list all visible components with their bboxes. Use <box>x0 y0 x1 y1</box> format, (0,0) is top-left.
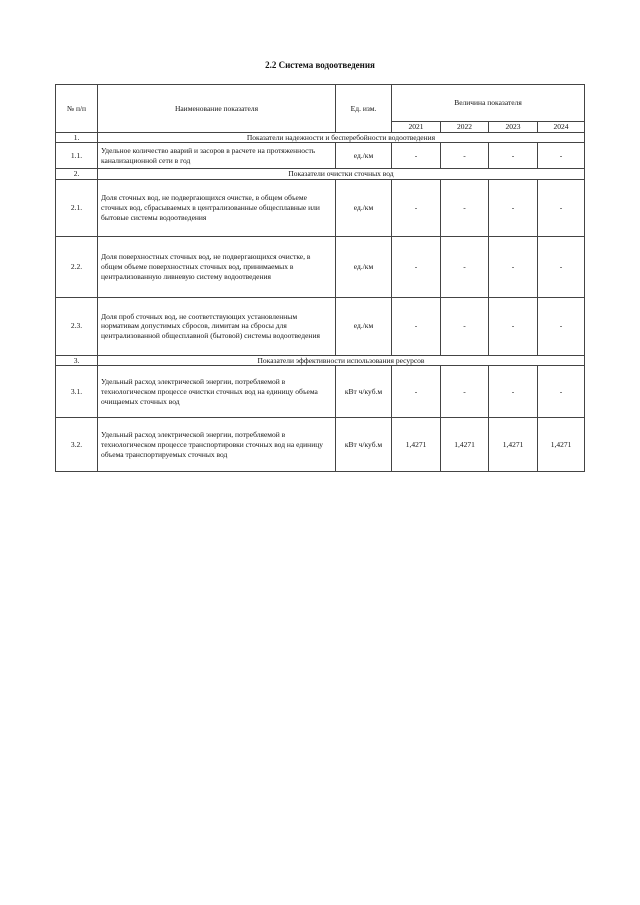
section-row <box>56 169 585 180</box>
row-name: Удельный расход электрической энергии, потребляемой в технологическом процессе транспортировки сточных вод на единицу объема транспортируемых сточных вод <box>98 418 336 472</box>
header-unit: Ед. изм. <box>336 85 392 133</box>
row-value-2022: - <box>441 236 489 297</box>
table-row <box>56 297 585 355</box>
table-row <box>56 179 585 236</box>
row-value-2021: - <box>392 366 441 418</box>
row-num: 2.2. <box>56 236 98 297</box>
header-row <box>56 85 585 122</box>
section-num: 2. <box>56 169 98 180</box>
section-num: 1. <box>56 132 98 143</box>
row-value-2024: - <box>538 179 585 236</box>
row-name: Доля проб сточных вод, не соответствующих установленным нормативам допустимых сбросов, лимитам на сбросы для централизованной общесплавной (бытовой) системы водоотведения <box>98 297 336 355</box>
section-num: 3. <box>56 355 98 366</box>
header-year-2021: 2021 <box>392 122 441 133</box>
row-value-2021: 1,4271 <box>392 418 441 472</box>
row-unit: ед./км <box>336 297 392 355</box>
row-value-2024: - <box>538 236 585 297</box>
row-name: Удельное количество аварий и засоров в расчете на протяженность канализационной сети в год <box>98 143 336 169</box>
header-year-2023: 2023 <box>489 122 538 133</box>
row-value-2024: 1,4271 <box>538 418 585 472</box>
row-value-2023: - <box>489 236 538 297</box>
table-row <box>56 236 585 297</box>
row-num: 1.1. <box>56 143 98 169</box>
row-unit: ед./км <box>336 236 392 297</box>
row-value-2022: - <box>441 179 489 236</box>
row-num: 2.1. <box>56 179 98 236</box>
row-unit: кВт ч/куб.м <box>336 366 392 418</box>
row-unit: кВт ч/куб.м <box>336 418 392 472</box>
row-value-2023: - <box>489 143 538 169</box>
row-value-2023: - <box>489 366 538 418</box>
header-year-2024: 2024 <box>538 122 585 133</box>
section-title: Показатели надежности и бесперебойности водоотведения <box>98 132 585 143</box>
indicators-table <box>55 84 585 472</box>
row-value-2022: - <box>441 143 489 169</box>
row-unit: ед./км <box>336 143 392 169</box>
row-num: 3.2. <box>56 418 98 472</box>
section-row <box>56 355 585 366</box>
row-value-2022: - <box>441 366 489 418</box>
section-row <box>56 132 585 143</box>
header-name: Наименование показателя <box>98 85 336 133</box>
header-value: Величина показателя <box>392 85 585 122</box>
row-value-2023: 1,4271 <box>489 418 538 472</box>
row-value-2023: - <box>489 297 538 355</box>
row-value-2021: - <box>392 143 441 169</box>
row-num: 3.1. <box>56 366 98 418</box>
row-value-2022: - <box>441 297 489 355</box>
row-name: Удельный расход электрической энергии, потребляемой в технологическом процессе очистки сточных вод на единицу объема очищаемых сточных вод <box>98 366 336 418</box>
row-num: 2.3. <box>56 297 98 355</box>
row-value-2021: - <box>392 179 441 236</box>
row-value-2024: - <box>538 297 585 355</box>
section-title: Показатели эффективности использования ресурсов <box>98 355 585 366</box>
row-value-2023: - <box>489 179 538 236</box>
row-value-2021: - <box>392 236 441 297</box>
row-name: Доля поверхностных сточных вод, не подвергающихся очистке, в общем объеме поверхностных сточных вод, принимаемых в централизованную ливневую систему водоотведения <box>98 236 336 297</box>
header-num: № п/п <box>56 85 98 133</box>
page-title: 2.2 Система водоотведения <box>265 60 375 70</box>
row-value-2024: - <box>538 366 585 418</box>
table-row <box>56 366 585 418</box>
table-row <box>56 418 585 472</box>
row-value-2024: - <box>538 143 585 169</box>
table-row <box>56 143 585 169</box>
section-title: Показатели очистки сточных вод <box>98 169 585 180</box>
row-name: Доля сточных вод, не подвергающихся очистке, в общем объеме сточных вод, сбрасываемых в централизованные общесплавные или бытовые системы водоотведения <box>98 179 336 236</box>
header-year-2022: 2022 <box>441 122 489 133</box>
row-unit: ед./км <box>336 179 392 236</box>
row-value-2022: 1,4271 <box>441 418 489 472</box>
row-value-2021: - <box>392 297 441 355</box>
